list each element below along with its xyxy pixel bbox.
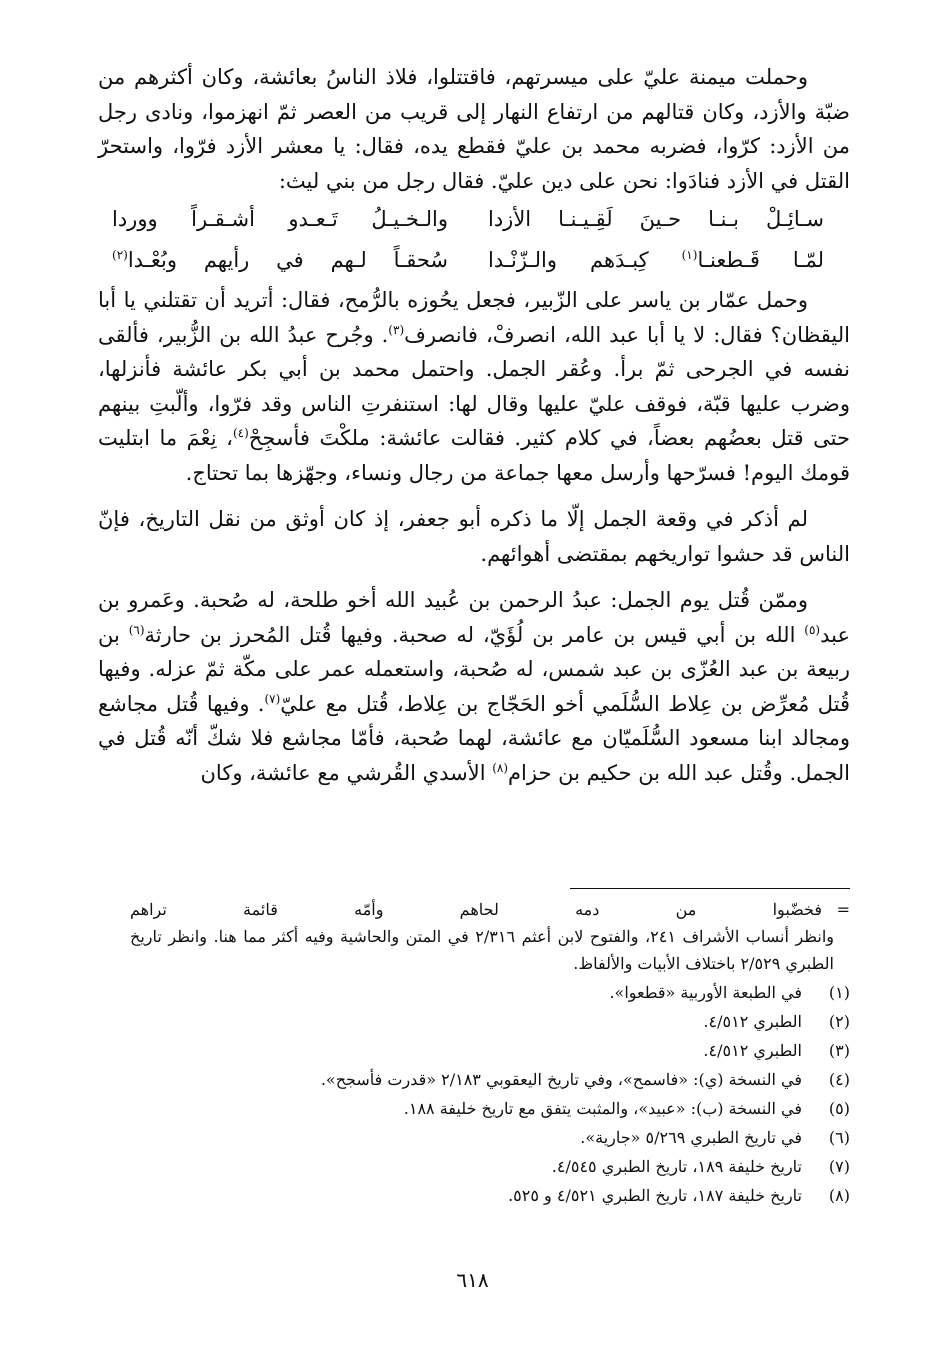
paragraph-2: وحمل عمّار بن ياسر على الزّبير، فجعل يحُوزه بالرُّمح، فقال: أتريد أن تقتلني يا أبا اليقظان؟ فقال: لا يا أبا عبد الله، انصرفْ، فانصرف$^{(٣)}$. وجُرح عبدُ الله بن الزُّبير، فألقى نفسه في الجرحى ثمّ برأ. وعُقر الجمل. واحتمل محمد بن أبي بكر عائشة فأنزلها، وضرب عليها قبّة، فوقف عليّ عليها وقال لها: استنفرتِ الناس وقد فرّوا، وألّبتِ بينهم حتى قتل بعضُهم بعضاً، في كلام كثير. فقالت عائشة: ملكْتَ فأسجِحْ$^{(٤)}$، نِعْمَ ما ابتليت قومك اليوم! فسرّحها وأرسل معها جماعة من رجال ونساء، وجهّزها بما تحتاج. — [98, 288, 850, 485]
footnote-number: (٥) — [828, 1099, 850, 1118]
footnote-2 — [130, 1008, 850, 1035]
footnote-number: (٧) — [828, 1157, 850, 1176]
footnote-mark-8: (٨) — [492, 760, 509, 775]
footnote-mark-3: (٣) — [388, 322, 405, 337]
page-number: ٦١٨ — [456, 1268, 489, 1292]
footnote-mark-7: (٧) — [264, 691, 281, 706]
footnote-mark-6: (٦) — [128, 622, 145, 637]
footnote-mark-4: (٤) — [232, 426, 249, 440]
footnote-mark-1: (١) — [681, 247, 698, 262]
paragraph-3: لم أذكر في وقعة الجمل إلّا ما ذكره أبو جعفر، إذ كان أوثق من نقل التاريخ، فإنّ الناس قد حشوا تواريخهم بمقتضى أهوائهم. — [98, 507, 850, 566]
paragraph-1: وحملت ميمنة عليّ على ميسرتهم، فاقتتلوا، فلاذ الناسُ بعائشة، وكان أكثرهم من ضبّة والأزد، وكان قتالهم من ارتفاع النهار إلى قريب من العصر ثمّ انهزموا، ونادى رجل من الأزد: كرّوا، فضربه محمد بن عليّ فقطع يده، فقال: يا معشر الأزد فرّوا، واستحرّ القتل في الأزد فنادَوا: نحن على دين عليّ. فقال رجل من بني ليث: — [98, 65, 850, 193]
continuation-mark: = — [836, 900, 850, 919]
footnote-text: في النسخة (ي): «فاسمح»، وفي تاريخ اليعقوبي ٢/١٨٣ «قدرت فأسجح». — [320, 1070, 802, 1089]
continuation-verse: فخضّبوا من دمه لحاهم وأمّه قائمة تراهم — [130, 900, 822, 919]
footnote-text: في النسخة (ب): «عبيد»، والمثبت يتفق مع تاريخ خليفة ١٨٨. — [403, 1099, 802, 1118]
footnote-text: تاريخ خليفة ١٨٩، تاريخ الطبري ٤/٥٤٥. — [551, 1157, 802, 1176]
footnote-text: الطبري ٤/٥١٢. — [703, 1012, 802, 1031]
footnote-number: (٤) — [828, 1070, 850, 1089]
continuation-text: وانظر أنساب الأشراف ٢٤١، والفتوح لابن أعثم ٢/٣١٦ في المتن والحاشية وفيه أكثر مما هنا. وانظر تاريخ الطبري ٢/٥٢٩ باختلاف الأبيات والألفاظ. — [130, 927, 835, 973]
footnote-number: (٦) — [828, 1128, 850, 1147]
verse-line-1 — [112, 202, 824, 237]
footnote-6 — [130, 1124, 850, 1151]
footnote-number: (٨) — [828, 1186, 850, 1205]
verse-1-second-hemistich: والـخـيـلُ تَـعـدو أشـقـراً ووردا — [112, 207, 448, 231]
footnote-continuation — [130, 896, 850, 923]
verse-1-first-hemistich: سـائِـلْ بـنـا حـينَ لَقِـيـنـا الأزدا — [488, 207, 824, 231]
footnote-number: (٢) — [828, 1012, 850, 1031]
verse-line-2 — [112, 243, 824, 278]
footnote-7 — [130, 1153, 850, 1180]
footnote-number: (١) — [828, 983, 850, 1002]
footnote-list — [130, 979, 850, 1209]
footnote-5 — [130, 1095, 850, 1122]
paragraph-4: وممّن قُتل يوم الجمل: عبدُ الرحمن بن عُبيد الله أخو طلحة، له صُحبة. وعَمرو بن عبد$^{(٥)}$ الله بن أبي قيس بن عامر بن لُؤَيّ، له صحبة. وفيها قُتل المُحرز بن حارثة$^{(٦)}$ بن ربيعة بن عبد العُزّى بن عبد شمس، له صُحبة، واستعمله عمر على مكّة ثمّ عزله. وفيها قُتل مُعرِّض بن عِلاط السُّلَمي أخو الحَجّاج بن عِلاط، قُتل مع عليّ$^{(٧)}$. وفيها قُتل مجاشع ومجالد ابنا مسعود السُّلَميّان مع عائشة، لهما صُحبة، فأمّا مجاشع فلا شكّ أنّه قُتل في الجمل. وقُتل عبد الله بن حكيم بن حزام$^{(٨)}$ الأسدي القُرشي مع عائشة، وكان — [98, 588, 850, 785]
footnote-text: تاريخ خليفة ١٨٧، تاريخ الطبري ٤/٥٢١ و ٥٢٥. — [508, 1186, 802, 1205]
footnote-8 — [130, 1182, 850, 1209]
footnote-text: في الطبعة الأوربية «قطعوا». — [609, 983, 802, 1002]
footnote-number: (٣) — [828, 1041, 850, 1060]
main-text — [98, 60, 850, 790]
footnote-mark-2: (٢) — [112, 247, 128, 262]
footnote-separator — [570, 888, 850, 889]
footnotes — [130, 896, 850, 1209]
footnote-1 — [130, 979, 850, 1006]
footnote-mark-5: (٥) — [804, 622, 821, 637]
footnote-text: في تاريخ الطبري ٥/٢٦٩ «جارية». — [580, 1128, 802, 1147]
footnote-4 — [130, 1066, 850, 1093]
footnote-text: الطبري ٤/٥١٢. — [703, 1041, 802, 1060]
verse-2-second-hemistich: سُحقـاً لـهم في رأيهم وبُعْـدا$^{(٢)}$ — [112, 247, 448, 272]
footnote-3 — [130, 1037, 850, 1064]
verse-2-first-hemistich: لمّـا قَـطعنـا$^{(١)}$ كِبـدَهم والـزّنْـدا — [488, 247, 824, 272]
